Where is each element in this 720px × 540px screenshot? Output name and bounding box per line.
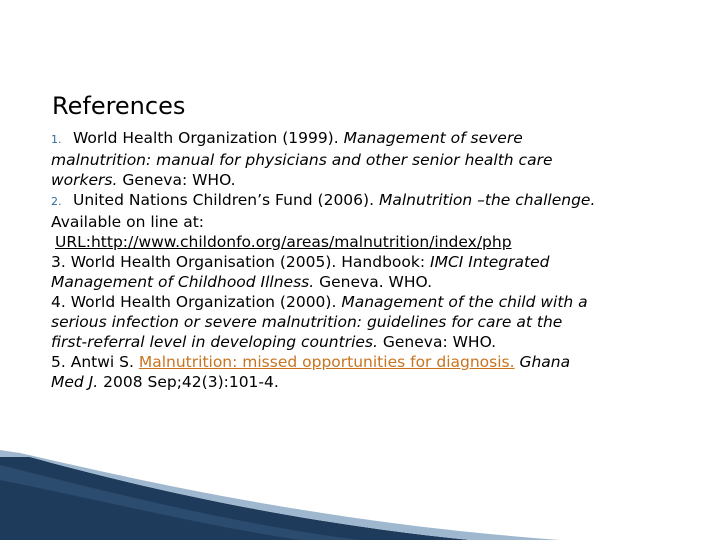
reference-title-cont: malnutrition: manual for physicians and other senior health care: [51, 151, 553, 169]
reference-author: United Nations Children’s Fund (2006).: [73, 191, 375, 209]
reference-citation: 2008 Sep;42(3):101-4.: [103, 373, 279, 391]
reference-item-4: [51, 292, 691, 352]
reference-author: World Health Organization (1999).: [73, 129, 339, 147]
list-marker: 3.: [51, 253, 66, 271]
reference-journal-cont: Med J.: [51, 373, 99, 391]
reference-title: Management of severe: [343, 129, 523, 147]
article-link[interactable]: Malnutrition: missed opportunities for diagnosis.: [138, 353, 515, 371]
list-marker: 2.: [51, 195, 62, 208]
reference-title-end: workers.: [51, 171, 118, 189]
reference-title: Management of the child with a: [341, 293, 588, 311]
list-marker: 1.: [51, 133, 62, 146]
reference-publisher: Geneva: WHO.: [382, 333, 497, 351]
reference-publisher: Geneva: WHO.: [122, 171, 236, 189]
reference-author: World Health Organization (2000).: [70, 293, 337, 311]
reference-author: World Health Organisation (2005). Handbook:: [70, 253, 426, 271]
reference-title-cont: Management of Childhood Illness.: [51, 273, 315, 291]
reference-item-3: [51, 252, 691, 292]
reference-item-2: [51, 190, 691, 252]
reference-journal: Ghana: [519, 353, 571, 371]
reference-item-1: [51, 128, 691, 190]
slide-title: References: [52, 92, 186, 120]
reference-author: Antwi S.: [70, 353, 134, 371]
list-marker: 5.: [51, 353, 66, 371]
reference-title-cont: serious infection or severe malnutrition: guidelines for care at the: [51, 313, 563, 331]
reference-url-link[interactable]: URL:http://www.childonfo.org/areas/malnutrition/index/php: [55, 233, 512, 251]
reference-item-5: [51, 352, 691, 392]
decorative-swoosh: [0, 445, 720, 540]
reference-title: Malnutrition –the challenge.: [378, 191, 596, 209]
reference-publisher: Geneva. WHO.: [319, 273, 433, 291]
reference-title-end: first-referral level in developing countries.: [51, 333, 378, 351]
reference-availability: Available on line at:: [51, 213, 205, 231]
reference-title: IMCI Integrated: [430, 253, 550, 271]
list-marker: 4.: [51, 293, 66, 311]
references-list: [51, 128, 691, 392]
